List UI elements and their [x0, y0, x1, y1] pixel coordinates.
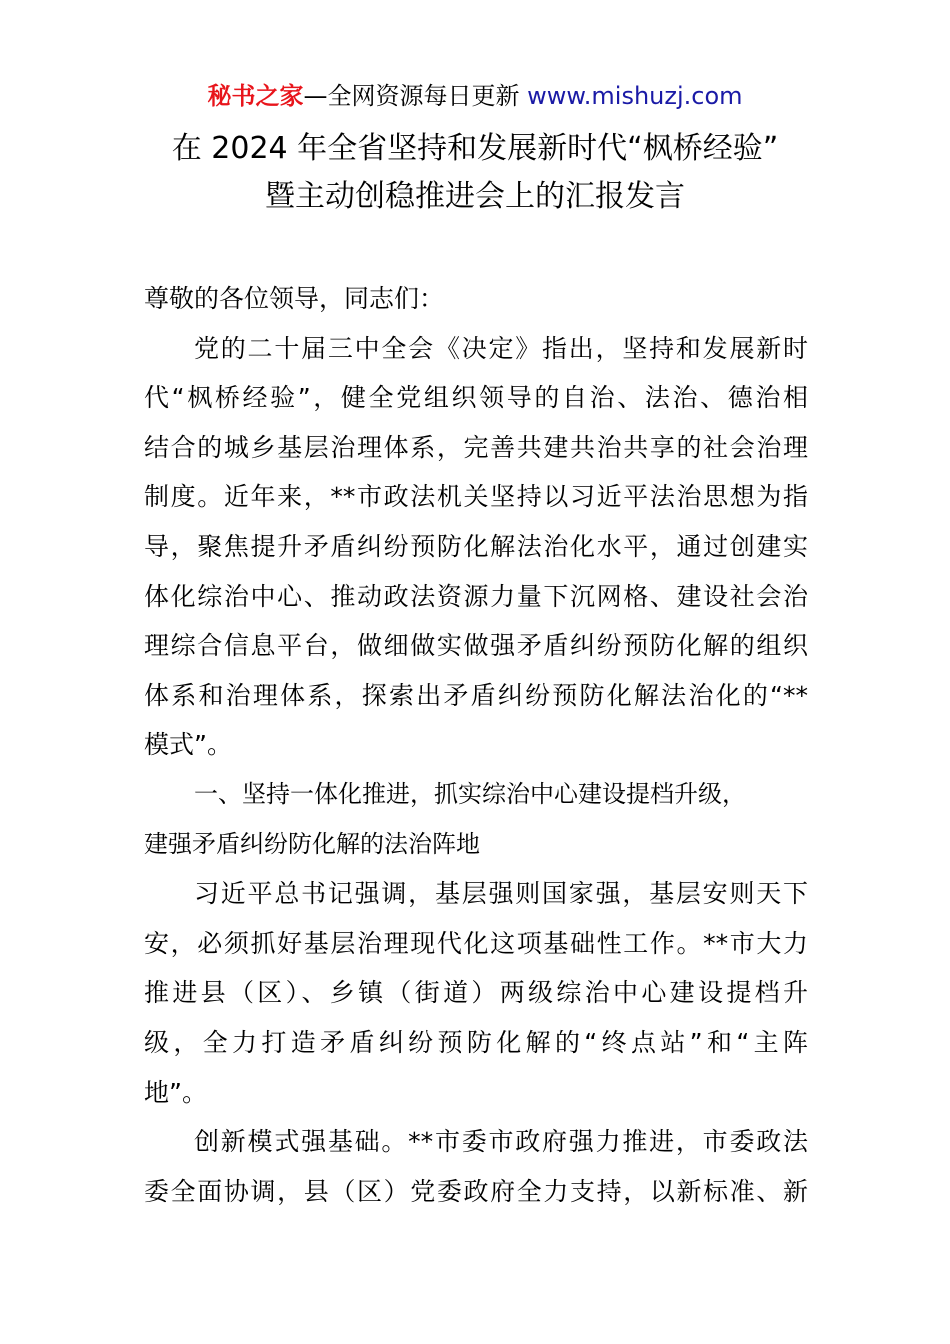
- document-body: [144, 274, 808, 1216]
- paragraph-line: 体系和治理体系，探索出矛盾纠纷预防化解法治化的“**: [144, 680, 808, 710]
- banner-tagline: —全网资源每日更新: [303, 82, 528, 110]
- section-heading-line: 一、坚持一体化推进，抓实综治中心建设提档升级，: [194, 779, 746, 808]
- paragraph-line: 制度。近年来，**市政法机关坚持以习近平法治思想为指: [144, 482, 808, 512]
- brand-name: 秘书之家: [207, 82, 304, 110]
- paragraph-line: 级，全力打造矛盾纠纷预防化解的“终点站”和“主阵: [144, 1027, 808, 1057]
- salutation: 尊敬的各位领导，同志们：: [144, 284, 445, 313]
- paragraph-line: 导，聚焦提升矛盾纠纷预防化解法治化水平，通过创建实: [144, 531, 808, 561]
- paragraph-line: 委全面协调，县（区）党委政府全力支持，以新标准、新: [144, 1176, 808, 1206]
- document-title-line-2: 暨主动创稳推进会上的汇报发言: [265, 179, 685, 214]
- paragraph-line: 创新模式强基础。**市委市政府强力推进，市委政法: [194, 1127, 808, 1157]
- paragraph-line: 模式”。: [144, 730, 232, 760]
- paragraph-line: 理综合信息平台，做细做实做强矛盾纠纷预防化解的组织: [144, 631, 808, 661]
- paragraph-line: 结合的城乡基层治理体系，完善共建共治共享的社会治理: [144, 432, 808, 462]
- paragraph-line: 地”。: [144, 1077, 207, 1107]
- paragraph-line: 推进县（区）、乡镇（街道）两级综治中心建设提档升: [144, 978, 808, 1008]
- paragraph-line: 代“枫桥经验”，健全党组织领导的自治、法治、德治相: [144, 383, 808, 413]
- site-url-link[interactable]: www.mishuzj.com: [527, 82, 743, 110]
- site-banner: [0, 80, 950, 112]
- paragraph-line: 安，必须抓好基层治理现代化这项基础性工作。**市大力: [144, 928, 808, 958]
- section-heading-line: 建强矛盾纠纷防化解的法治阵地: [144, 829, 480, 858]
- paragraph-line: 习近平总书记强调，基层强则国家强，基层安则天下: [194, 879, 808, 909]
- paragraph-line: 党的二十届三中全会《决定》指出，坚持和发展新时: [194, 333, 808, 363]
- document-title-line-1: 在 2024 年全省坚持和发展新时代“枫桥经验”: [171, 131, 779, 166]
- paragraph-line: 体化综治中心、推动政法资源力量下沉网格、建设社会治: [144, 581, 808, 611]
